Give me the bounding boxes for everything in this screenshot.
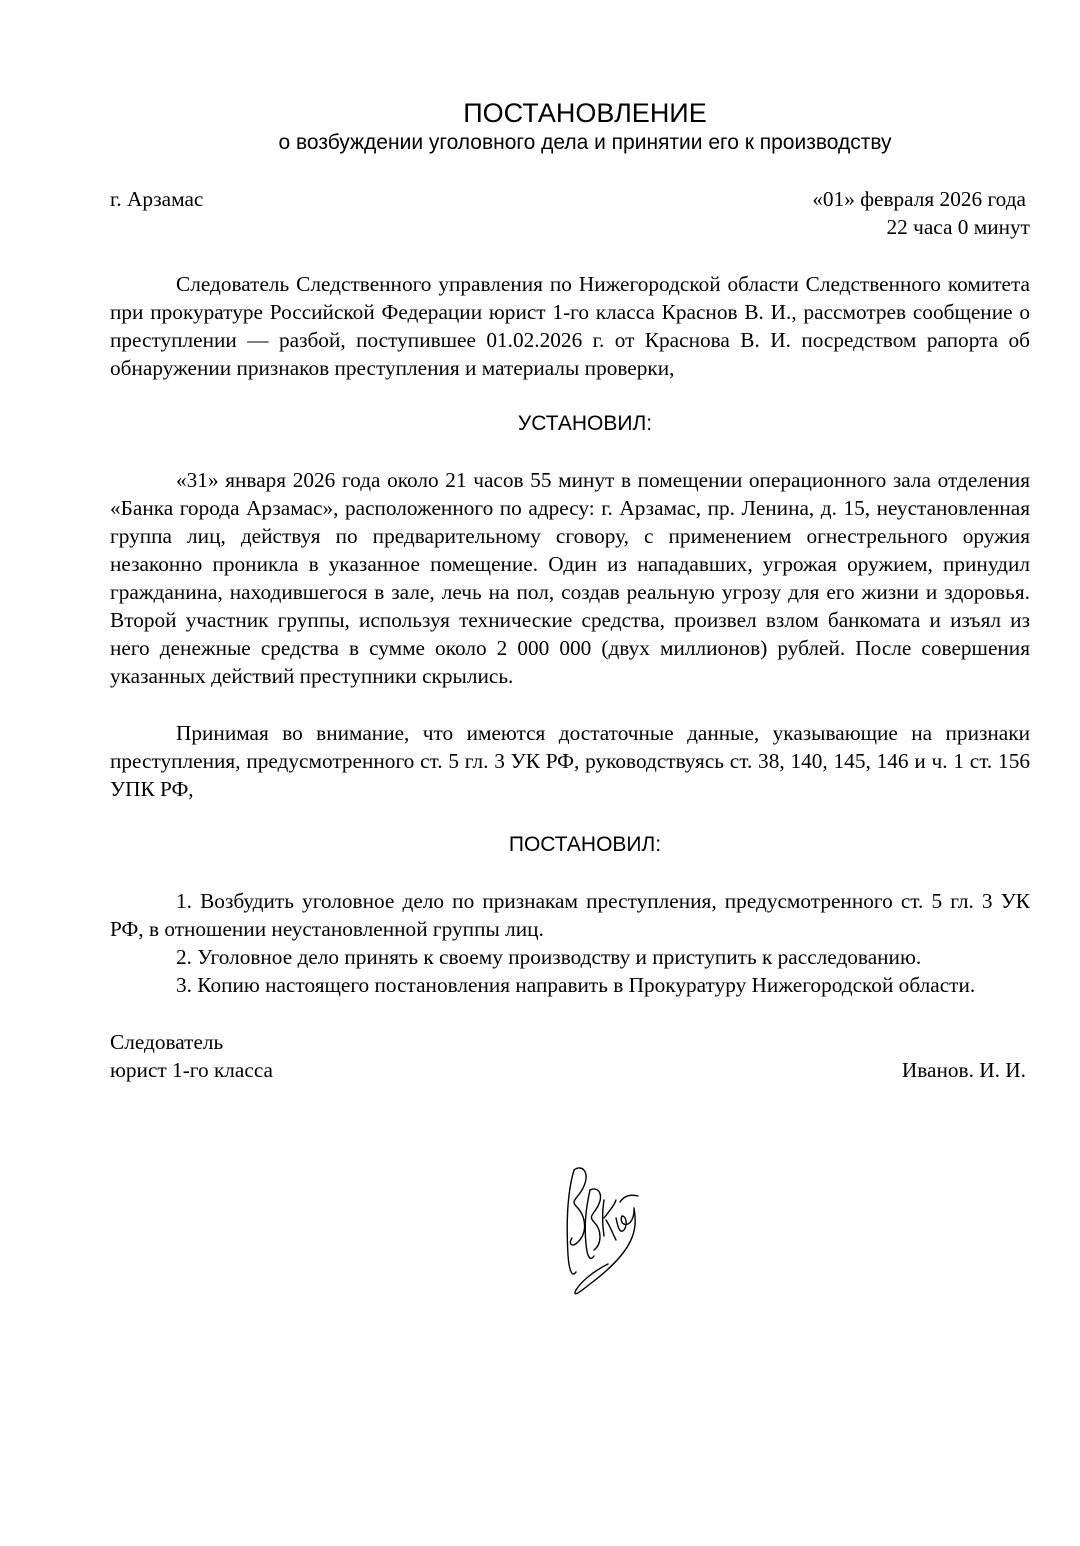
signer-position-line-1: Следователь xyxy=(110,1030,224,1054)
grounds-paragraph: Принимая во внимание, что имеются достаточные данные, указывающие на признаки преступления, предусмотренного ст. 5 гл. 3 УК РФ, руководствуясь ст. 38, 140, 145, 146 и ч. 1 ст. 156 УПК РФ, xyxy=(110,721,1030,801)
city: г. Арзамас xyxy=(110,187,204,211)
facts-paragraph: «31» января 2026 года около 21 часов 55 минут в помещении операционного зала отделения «Банка города Арзамас», расположенного по адресу: г. Арзамас, пр. Ленина, д. 15, неустановленная группа лиц, действуя по предварительному сговору, с применением огнестрельного оружия незаконно проникла в указанное помещение. Один из нападавших, угрожая оружием, принудил гражданина, находившегося в зале, лечь на пол, создав реальную угрозу для его жизни и здоровья. Второй участник группы, используя технические средства, произвел взлом банкомата и изъял из него денежные средства в сумме около 2 000 000 (двух миллионов) рублей. После совершения указанных действий преступники скрылись. xyxy=(110,468,1030,688)
date-time-block xyxy=(812,185,1030,241)
decision-item-1: 1. Возбудить уголовное дело по признакам преступления, предусмотренного ст. 5 гл. 3 УК РФ, в отношении неустановленной группы лиц. xyxy=(110,889,1030,941)
signature-row xyxy=(110,1056,1030,1084)
handwritten-signature xyxy=(560,1160,644,1302)
decision-item-2: 2. Уголовное дело принять к своему производству и приступить к расследованию. xyxy=(176,945,922,969)
document-date: «01» февраля 2026 года xyxy=(812,187,1026,211)
document-title: ПОСТАНОВЛЕНИЕ xyxy=(463,98,707,128)
resolved-heading: ПОСТАНОВИЛ: xyxy=(508,833,662,856)
document-body xyxy=(110,96,1030,1084)
signer-name: Иванов. И. И. xyxy=(901,1058,1026,1082)
place-date-row xyxy=(110,185,1030,241)
intro-paragraph: Следователь Следственного управления по Нижегородской области Следственного комитета при прокуратуре Российской Федерации юрист 1-го класса Краснов В. И., рассмотрев сообщение о преступлении — разбой, поступившее 01.02.2026 г. от Краснова В. И. посредством рапорта об обнаружении признаков преступления и материалы проверки, xyxy=(110,272,1030,380)
signer-position-line-2: юрист 1-го класса xyxy=(110,1058,274,1082)
document-subtitle: о возбуждении уголовного дела и принятии его к производству xyxy=(278,131,892,154)
decision-item-3: 3. Копию настоящего постановления направить в Прокуратуру Нижегородской области. xyxy=(176,973,976,997)
document-time: 22 часа 0 минут xyxy=(886,215,1030,239)
established-heading: УСТАНОВИЛ: xyxy=(517,412,653,435)
